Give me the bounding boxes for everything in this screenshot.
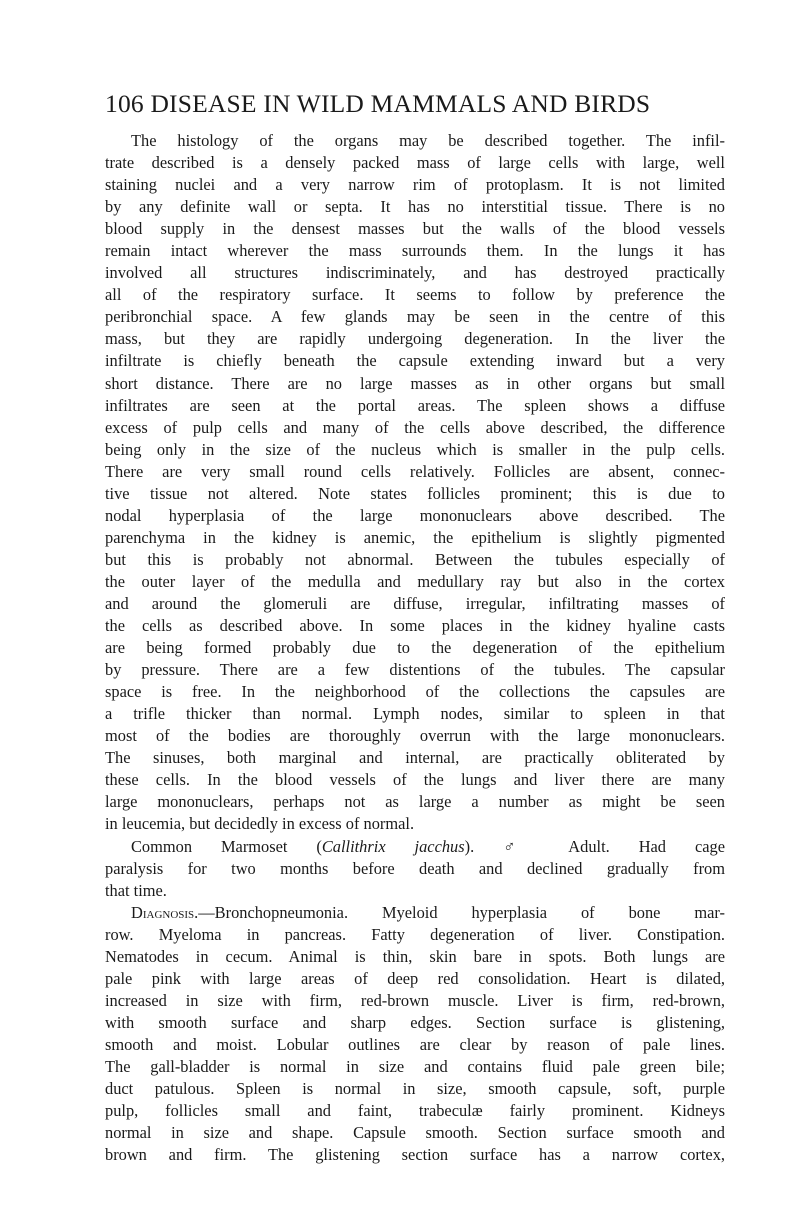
text-line: excess of pulp cells and many of the cells above described, the difference — [105, 417, 725, 437]
text-line: blood supply in the densest masses but the walls of the blood vessels — [105, 219, 725, 239]
text-line: pulp, follicles small and faint, trabeculæ fairly prominent. Kidneys — [105, 1101, 725, 1121]
specimen-details: ). ♂ Adult. Had cage — [464, 836, 725, 856]
text-line: and around the glomeruli are diffuse, irregular, infiltrating masses of — [105, 593, 725, 613]
text-line: peribronchial space. A few glands may be seen in the centre of this — [105, 307, 725, 327]
text-line: large mononuclears, perhaps not as large a number as might be seen — [105, 792, 725, 812]
text-line: most of the bodies are thoroughly overrun with the large mononuclears. — [105, 726, 725, 746]
text-line: are being formed probably due to the degeneration of the epithelium — [105, 638, 725, 658]
diagnosis-lead-in: Diagnosis. — [131, 902, 199, 922]
text-line: row. Myeloma in pancreas. Fatty degeneration of liver. Constipation. — [105, 924, 725, 944]
text-line: with smooth surface and sharp edges. Section surface is glistening, — [105, 1012, 725, 1032]
text-line: space is free. In the neighborhood of the collections the capsules are — [105, 682, 725, 702]
text-line: being only in the size of the nucleus which is smaller in the pulp cells. — [105, 439, 725, 459]
text-line: There are very small round cells relatively. Follicles are absent, connec- — [105, 461, 725, 481]
specimen-name: Common Marmoset ( — [131, 836, 322, 856]
text-line: remain intact wherever the mass surrounds them. In the lungs it has — [105, 241, 725, 261]
paragraph-specimen — [105, 836, 725, 902]
text-line: all of the respiratory surface. It seems to follow by preference the — [105, 285, 725, 305]
running-head — [105, 89, 725, 119]
text-line: Nematodes in cecum. Animal is thin, skin bare in spots. Both lungs are — [105, 946, 725, 966]
text-line: trate described is a densely packed mass of large cells with large, well — [105, 153, 725, 173]
text-line: normal in size and shape. Capsule smooth. Section surface smooth and — [105, 1123, 725, 1143]
text-line: parenchyma in the kidney is anemic, the epithelium is slightly pigmented — [105, 527, 725, 547]
text-line: infiltrate is chiefly beneath the capsule extending inward but a very — [105, 351, 725, 371]
text-line: by any definite wall or septa. It has no interstitial tissue. There is no — [105, 197, 725, 217]
text-line: increased in size with firm, red-brown muscle. Liver is firm, red-brown, — [105, 990, 725, 1010]
text-line: paralysis for two months before death and declined gradually from — [105, 858, 725, 878]
text-line: in leucemia, but decidedly in excess of normal. — [105, 814, 415, 834]
text-line: mass, but they are rapidly undergoing degeneration. In the liver the — [105, 329, 725, 349]
text-line: but this is probably not abnormal. Between the tubules especially of — [105, 549, 725, 569]
text-line: that time. — [105, 880, 167, 900]
body-text — [105, 130, 725, 1166]
text-line: smooth and moist. Lobular outlines are clear by reason of pale lines. — [105, 1034, 725, 1054]
text-line: by pressure. There are a few distentions of the tubules. The capsular — [105, 660, 725, 680]
text-line: short distance. There are no large masses as in other organs but small — [105, 373, 725, 393]
running-title: DISEASE IN WILD MAMMALS AND BIRDS — [150, 89, 651, 118]
text-line: the cells as described above. In some places in the kidney hyaline casts — [105, 616, 725, 636]
page-number: 106 — [105, 89, 144, 118]
text-line: pale pink with large areas of deep red consolidation. Heart is dilated, — [105, 968, 725, 988]
specimen-line — [105, 836, 725, 858]
text-line: a trifle thicker than normal. Lymph nodes, similar to spleen in that — [105, 704, 725, 724]
text-line: The gall-bladder is normal in size and contains fluid pale green bile; — [105, 1056, 725, 1076]
text-line: the outer layer of the medulla and medullary ray but also in the cortex — [105, 571, 725, 591]
text-line: The histology of the organs may be described together. The infil- — [131, 131, 725, 150]
paragraph-histology — [105, 130, 725, 836]
text-line: The sinuses, both marginal and internal, are practically obliterated by — [105, 748, 725, 768]
text-line: infiltrates are seen at the portal areas. The spleen shows a diffuse — [105, 395, 725, 415]
text-line: brown and firm. The glistening section surface has a narrow cortex, — [105, 1145, 725, 1165]
diagnosis-text: —Bronchopneumonia. Myeloid hyperplasia of bone mar- — [198, 902, 725, 922]
text-line: duct patulous. Spleen is normal in size, smooth capsule, soft, purple — [105, 1079, 725, 1099]
text-line: staining nuclei and a very narrow rim of protoplasm. It is not limited — [105, 175, 725, 195]
paragraph-diagnosis — [105, 902, 725, 1167]
text-line: nodal hyperplasia of the large mononuclears above described. The — [105, 505, 725, 525]
text-line: involved all structures indiscriminately, and has destroyed practically — [105, 263, 725, 283]
text-line: tive tissue not altered. Note states follicles prominent; this is due to — [105, 483, 725, 503]
text-line: these cells. In the blood vessels of the lungs and liver there are many — [105, 770, 725, 790]
species-name: Callithrix jacchus — [321, 836, 465, 856]
diagnosis-first-line — [105, 902, 725, 924]
